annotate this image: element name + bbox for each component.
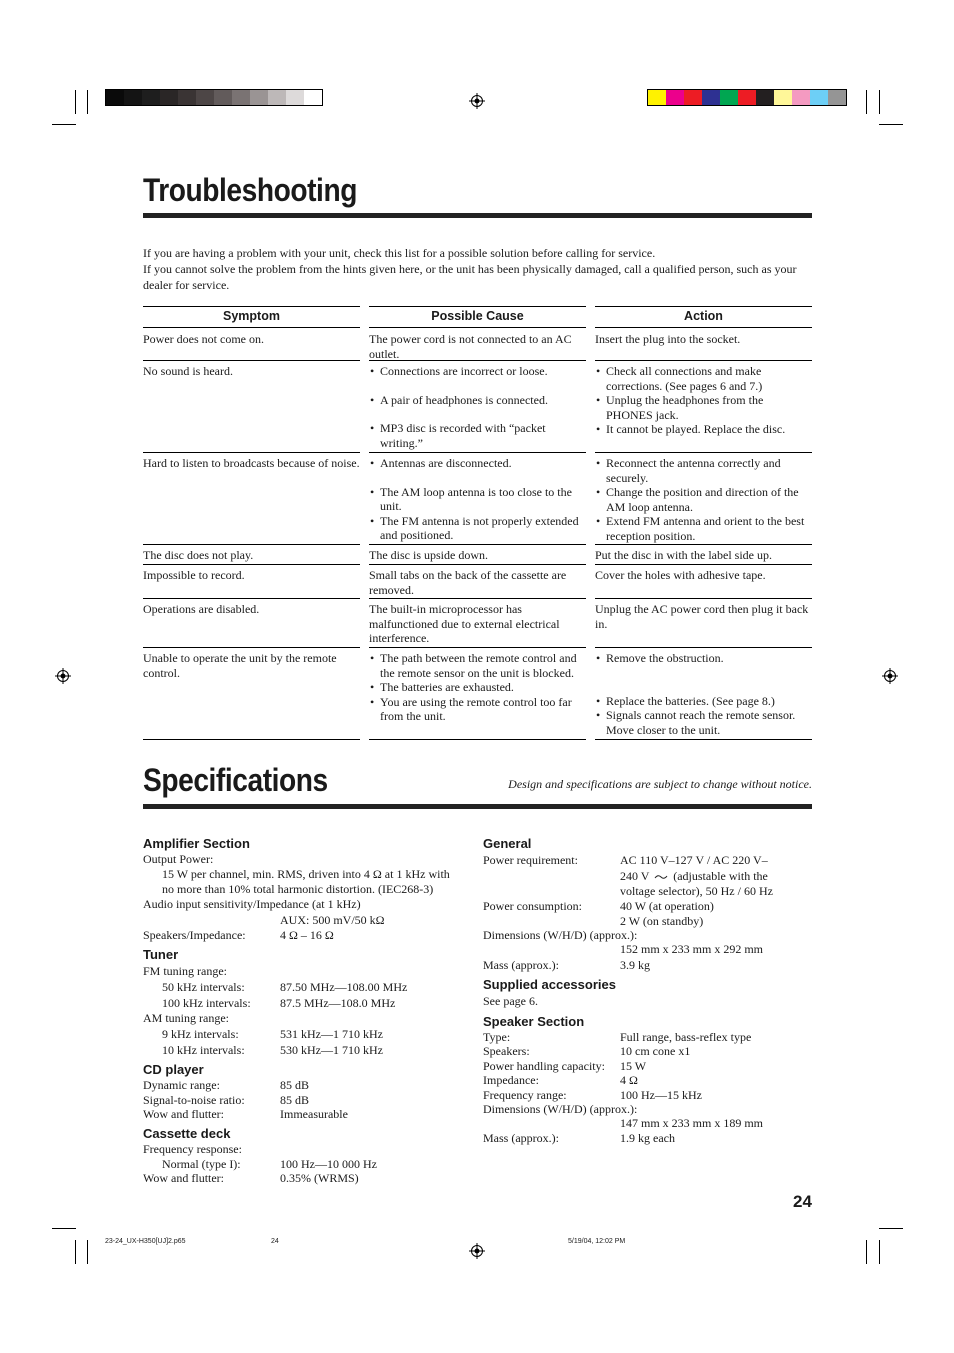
troubleshooting-title: Troubleshooting: [143, 172, 357, 208]
spec-label: Signal-to-noise ratio:: [143, 1093, 245, 1107]
list-item: • Signals cannot reach the remote sensor. Move closer to the unit.: [595, 708, 812, 737]
table-cell: No sound is heard.: [143, 361, 360, 453]
spec-label: AM tuning range:: [143, 1011, 229, 1025]
table-cell: The power cord is not connected to an AC outlet.: [369, 329, 586, 361]
color-swatch: [774, 90, 792, 105]
spec-value: 152 mm x 233 mm x 292 mm: [620, 942, 764, 956]
spec-label: Normal (type I):: [162, 1157, 241, 1171]
table-cell: Cover the holes with adhesive tape.: [595, 565, 812, 599]
list-item: • Unplug the headphones from the PHONES jack.: [595, 393, 812, 422]
list-item: • MP3 disc is recorded with “packet writing.”: [369, 421, 586, 450]
crop-mark: [75, 90, 76, 114]
action-column: [595, 306, 812, 737]
registration-mark-icon: [469, 93, 485, 109]
spec-value: 87.5 MHz—108.0 MHz: [280, 996, 396, 1010]
intro-line: If you cannot solve the problem from the hints given here, or the unit has been physically damaged, call a qualified person, such as your dealer for service.: [143, 262, 797, 292]
grayscale-color-bar: [105, 89, 323, 106]
table-cell: Hard to listen to broadcasts because of noise.: [143, 453, 360, 545]
table-cell: [369, 648, 586, 740]
spec-value-part: (adjustable with the: [673, 869, 768, 883]
spec-label: Frequency response:: [143, 1142, 242, 1156]
color-swatch: [810, 90, 828, 105]
color-swatch: [214, 90, 232, 105]
footer-filename: 23-24_UX-H350[UJ]2.p65: [105, 1238, 186, 1245]
table-cell: [595, 453, 812, 545]
spec-label: Audio input sensitivity/Impedance (at 1 kHz): [143, 897, 361, 911]
spec-value: 2 W (on standby): [620, 914, 704, 928]
ac-tilde-icon: [654, 873, 668, 881]
footer-page: 24: [271, 1238, 279, 1245]
table-cell: Operations are disabled.: [143, 599, 360, 648]
spec-value: 85 dB: [280, 1093, 310, 1107]
cause-header: Possible Cause: [369, 306, 586, 328]
table-cell: [369, 361, 586, 453]
amplifier-heading: Amplifier Section: [143, 836, 250, 851]
color-swatch: [232, 90, 250, 105]
spec-value: 147 mm x 233 mm x 189 mm: [620, 1116, 764, 1130]
crop-mark: [879, 1228, 903, 1229]
crop-mark: [879, 90, 880, 114]
spec-value: 531 kHz—1 710 kHz: [280, 1027, 383, 1041]
spec-value: See page 6.: [483, 994, 538, 1008]
list-item: • The batteries are exhausted.: [369, 680, 586, 695]
spec-value: 100 Hz—10 000 Hz: [280, 1157, 377, 1171]
color-swatch: [756, 90, 774, 105]
color-swatch: [160, 90, 178, 105]
list-item: • A pair of headphones is connected.: [369, 393, 586, 408]
color-swatch: [286, 90, 304, 105]
color-swatch: [828, 90, 846, 105]
table-cell: [369, 453, 586, 545]
spec-value: Immeasurable: [280, 1107, 348, 1121]
spec-label: Frequency range:: [483, 1088, 567, 1102]
spec-label: Mass (approx.):: [483, 1131, 559, 1145]
color-swatch: [178, 90, 196, 105]
crop-mark: [866, 1240, 867, 1264]
table-cell: Put the disc in with the label side up.: [595, 545, 812, 565]
spec-value: [620, 869, 768, 884]
spec-label: Speakers:: [483, 1044, 530, 1058]
color-swatch: [648, 90, 666, 105]
color-swatch: [720, 90, 738, 105]
spec-value: 15 W: [620, 1059, 647, 1073]
cassette-deck-heading: Cassette deck: [143, 1126, 231, 1141]
symptom-header: Symptom: [143, 306, 360, 328]
list-item: • Antennas are disconnected.: [369, 456, 586, 471]
registration-mark-icon: [882, 668, 898, 684]
crop-mark: [87, 1240, 88, 1264]
spec-value: 3.9 kg: [620, 958, 650, 972]
spec-label: Wow and flutter:: [143, 1107, 225, 1121]
crop-mark: [879, 124, 903, 125]
color-swatch: [268, 90, 286, 105]
color-swatch: [142, 90, 160, 105]
color-swatch: [124, 90, 142, 105]
cmyk-color-bar: [647, 89, 847, 106]
spec-label: Power consumption:: [483, 899, 582, 913]
color-swatch: [684, 90, 702, 105]
crop-mark: [75, 1240, 76, 1264]
color-swatch: [738, 90, 756, 105]
color-swatch: [250, 90, 268, 105]
registration-mark-icon: [55, 668, 71, 684]
spec-value: 4 Ω – 16 Ω: [280, 928, 334, 942]
registration-mark-icon: [469, 1243, 485, 1259]
table-cell: Insert the plug into the socket.: [595, 329, 812, 361]
spec-value: voltage selector), 50 Hz / 60 Hz: [620, 884, 773, 898]
spec-value: 0.35% (WRMS): [280, 1171, 359, 1185]
symptom-column: [143, 306, 360, 680]
spec-label: 50 kHz intervals:: [162, 980, 245, 994]
general-heading: General: [483, 836, 532, 851]
table-cell: The built-in microprocessor has malfunctioned due to external electrical interference.: [369, 599, 586, 648]
spec-value: AC 110 V–127 V / AC 220 V–: [620, 853, 768, 867]
crop-mark: [87, 90, 88, 114]
spec-label: Power handling capacity:: [483, 1059, 605, 1073]
list-item: • The AM loop antenna is too close to the unit.: [369, 485, 586, 514]
list-item: • The FM antenna is not properly extended and positioned.: [369, 514, 586, 543]
spec-value: 1.9 kg each: [620, 1131, 675, 1145]
table-cell: Impossible to record.: [143, 565, 360, 599]
color-swatch: [106, 90, 124, 105]
spec-label: 9 kHz intervals:: [162, 1027, 239, 1041]
title-rule: [143, 213, 812, 218]
cause-column: [369, 306, 586, 723]
list-item: • Check all connections and make corrections. (See pages 6 and 7.): [595, 364, 812, 393]
list-item: • Change the position and direction of the AM loop antenna.: [595, 485, 812, 514]
troubleshooting-intro: [143, 245, 803, 293]
specifications-title: Specifications: [143, 762, 328, 798]
spec-label: Power requirement:: [483, 853, 578, 867]
list-item: • Extend FM antenna and orient to the best reception position.: [595, 514, 812, 543]
spec-value: 40 W (at operation): [620, 899, 714, 913]
tuner-heading: Tuner: [143, 947, 179, 962]
intro-line: If you are having a problem with your unit, check this list for a possible solution before calling for service.: [143, 246, 656, 260]
spec-label: Dynamic range:: [143, 1078, 220, 1092]
page-number: 24: [793, 1192, 812, 1211]
spec-label: Wow and flutter:: [143, 1171, 225, 1185]
speaker-heading: Speaker Section: [483, 1014, 585, 1029]
spec-value: Full range, bass-reflex type: [620, 1030, 752, 1044]
spec-label: Mass (approx.):: [483, 958, 559, 972]
title-rule: [143, 804, 812, 809]
specifications-notice: Design and specifications are subject to change without notice.: [508, 777, 812, 791]
crop-mark: [879, 1240, 880, 1264]
table-cell: The disc is upside down.: [369, 545, 586, 565]
spec-label: Type:: [483, 1030, 511, 1044]
spec-label: Dimensions (W/H/D) (approx.):: [483, 928, 638, 942]
list-item: • The path between the remote control and the remote sensor on the unit is blocked.: [369, 651, 586, 680]
cd-player-heading: CD player: [143, 1062, 204, 1077]
table-cell: Small tabs on the back of the cassette are removed.: [369, 565, 586, 599]
list-item: • Connections are incorrect or loose.: [369, 364, 586, 379]
footer-date: 5/19/04, 12:02 PM: [568, 1238, 626, 1245]
spec-value: no more than 10% total harmonic distortion. (IEC268-3): [162, 882, 434, 896]
spec-label: Speakers/Impedance:: [143, 928, 246, 942]
color-swatch: [304, 90, 322, 105]
table-cell: Power does not come on.: [143, 329, 360, 361]
crop-mark: [52, 1228, 76, 1229]
list-item: • Replace the batteries. (See page 8.): [595, 694, 812, 709]
table-cell: [595, 361, 812, 453]
spec-value: 15 W per channel, min. RMS, driven into 4 Ω at 1 kHz with: [162, 867, 450, 881]
spec-label: 10 kHz intervals:: [162, 1043, 245, 1057]
table-cell: [595, 648, 812, 740]
color-swatch: [792, 90, 810, 105]
accessories-heading: Supplied accessories: [483, 977, 616, 992]
spec-label: FM tuning range:: [143, 964, 227, 978]
spec-value: 4 Ω: [620, 1073, 638, 1087]
color-swatch: [196, 90, 214, 105]
table-cell: Unplug the AC power cord then plug it back in.: [595, 599, 812, 648]
action-header: Action: [595, 306, 812, 328]
spec-value: 100 Hz—15 kHz: [620, 1088, 702, 1102]
table-cell: Unable to operate the unit by the remote control.: [143, 648, 360, 740]
spec-value: AUX: 500 mV/50 kΩ: [280, 913, 385, 927]
spec-label: Impedance:: [483, 1073, 539, 1087]
spec-value: 87.50 MHz—108.00 MHz: [280, 980, 408, 994]
spec-label: 100 kHz intervals:: [162, 996, 251, 1010]
spec-label: Dimensions (W/H/D) (approx.):: [483, 1102, 638, 1116]
list-item: • Remove the obstruction.: [595, 651, 812, 666]
crop-mark: [52, 124, 76, 125]
spec-value: 85 dB: [280, 1078, 310, 1092]
spec-label: Output Power:: [143, 852, 214, 866]
spec-value: 10 cm cone x1: [620, 1044, 691, 1058]
crop-mark: [866, 90, 867, 114]
color-swatch: [702, 90, 720, 105]
color-swatch: [666, 90, 684, 105]
spec-value: 530 kHz—1 710 kHz: [280, 1043, 383, 1057]
spec-value-part: 240 V: [620, 869, 650, 883]
list-item: • It cannot be played. Replace the disc.: [595, 422, 812, 437]
list-item: • Reconnect the antenna correctly and securely.: [595, 456, 812, 485]
table-cell: The disc does not play.: [143, 545, 360, 565]
list-item: • You are using the remote control too far from the unit.: [369, 695, 586, 724]
